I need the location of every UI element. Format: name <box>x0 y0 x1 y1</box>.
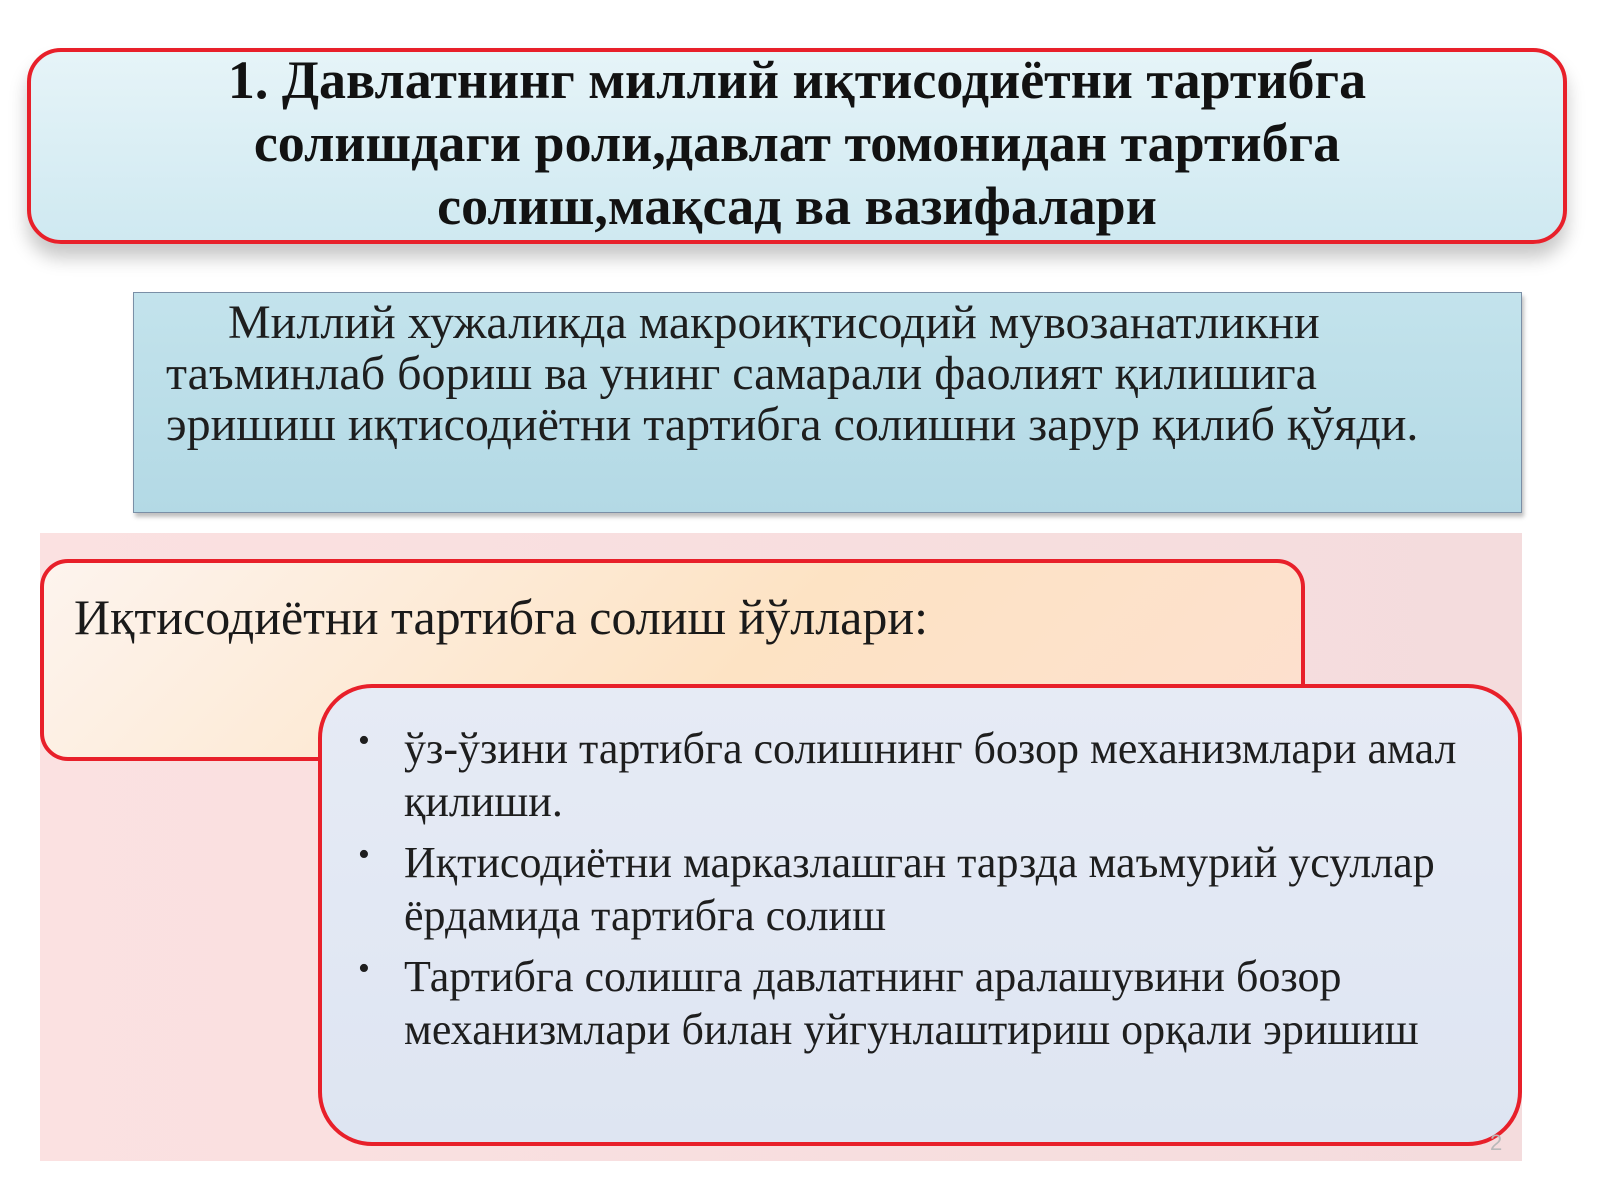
bullet-icon: • <box>358 836 370 873</box>
title-box <box>27 48 1567 244</box>
page-number: 2 <box>1490 1130 1503 1155</box>
ways-list <box>358 722 1478 1056</box>
ways-heading: Иқтисодиётни тартибга солиш йўллари: <box>74 589 929 645</box>
title-line: солишдаги роли,давлат томонидан тартибга <box>253 112 1341 173</box>
list-item-text: ўз-ўзини тартибга солишнинг бозор механизмлари амал қилиши. <box>404 724 1457 826</box>
list-item <box>358 722 1478 828</box>
slide-title <box>228 49 1366 238</box>
intro-box <box>133 292 1522 513</box>
intro-text: Миллий хужаликда макроиқтисодий мувозанатликни таъминлаб бориш ва унинг самарали фаолият қилишига эришиш иқтисодиётни тартибга солишни зарур қилиб қўяди. <box>166 296 1419 451</box>
title-line: солиш,мақсад ва вазифалари <box>437 175 1157 236</box>
list-item <box>358 950 1478 1056</box>
bullet-icon: • <box>358 950 370 987</box>
bullet-icon: • <box>358 722 370 759</box>
list-item-text: Тартибга солишга давлатнинг аралашувини бозор механизмлари билан уйгунлаштириш орқали эришиш <box>404 952 1419 1054</box>
ways-list-box <box>318 684 1522 1146</box>
list-item-text: Иқтисодиётни марказлашган тарзда маъмурий усуллар ёрдамида тартибга солиш <box>404 838 1435 940</box>
list-item <box>358 836 1478 942</box>
title-line: 1. Давлатнинг миллий иқтисодиётни тартибга <box>227 49 1367 110</box>
